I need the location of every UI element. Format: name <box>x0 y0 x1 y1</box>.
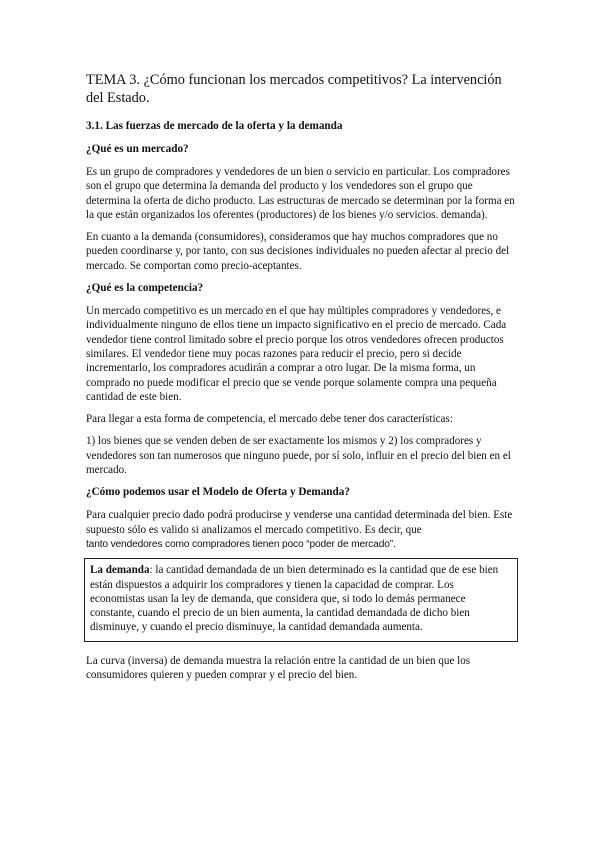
definition-text: : la cantidad demandada de un bien determinado es la cantidad que de ese bien están dispuestos a adquirir los compradores y tienen la capacidad de comprar. Los economistas usan la ley de demanda, que considera que, si todo lo demás permanece constante, cuando el precio de un bien aumenta, la cantidad demandada de dicho bien disminuye, y cuando el precio disminuye, la cantidad demandada aumenta. <box>90 564 499 634</box>
document-title: TEMA 3. ¿Cómo funcionan los mercados competitivos? La intervención del Estado. <box>86 72 502 106</box>
heading-que-es-un-mercado: ¿Qué es un mercado? <box>86 143 189 155</box>
paragraph-poder-de-mercado: tanto vendedores como compradores tienen poco “poder de mercado”. <box>86 538 396 550</box>
definition-term: La demanda <box>90 564 150 577</box>
heading-que-es-la-competencia: ¿Qué es la competencia? <box>86 282 204 295</box>
document-page <box>86 72 516 690</box>
definition-demanda <box>90 563 511 634</box>
paragraph-caracteristicas-intro: Para llegar a esta forma de competencia, el mercado debe tener dos características: <box>86 413 453 426</box>
paragraph-caracteristicas-lista: 1) los bienes que se venden deben de ser exactamente los mismos y 2) los compradores y vendedores son tan numerosos que ninguno puede, por sí solo, influir en el precio del bien en el mercado. <box>86 435 511 477</box>
definition-box-demanda <box>84 558 518 641</box>
paragraph-mercado-definicion: Es un grupo de compradores y vendedores de un bien o servicio en particular. Los compradores son el grupo que determina la demanda del producto y los vendedores son el grupo que determina la oferta de dicho producto. Las estructuras de mercado se determinan por la forma en la que están organizados los oferentes (productores) de los bienes y/o servicios. demanda). <box>86 166 515 221</box>
paragraph-demanda-consumidores: En cuanto a la demanda (consumidores), consideramos que hay muchos compradores que no pueden coordinarse y, por tanto, con sus decisiones individuales no pueden afectar al precio del mercado. Se comportan como precio-aceptantes. <box>86 231 510 272</box>
paragraph-mercado-competitivo: Un mercado competitivo es un mercado en el que hay múltiples compradores y vendedores, e individualmente ninguno de ellos tiene un impacto significativo en el precio de mercado. Cada vendedor tiene control limitado sobre el precio porque los otros vendedores ofrecen productos similares. El vendedor tiene muy pocas razones para reducir el precio, pero si decide incrementarlo, los compradores acudirán a comprar a otro lugar. De la misma forma, un comprado no puede modificar el precio que se vende porque solamente compra una pequeña cantidad de este bien. <box>86 305 507 403</box>
paragraph-curva-demanda: La curva (inversa) de demanda muestra la relación entre la cantidad de un bien que los consumidores quieren y pueden comprar y el precio del bien. <box>86 654 471 682</box>
paragraph-precio-dado-text: Para cualquier precio dado podrá producirse y venderse una cantidad determinada del bien. Este supuesto sólo es valido si analizamos el mercado competitivo. Es decir, que <box>86 509 513 536</box>
paragraph-precio-dado <box>86 508 516 552</box>
section-heading: 3.1. Las fuerzas de mercado de la oferta y la demanda <box>86 120 343 132</box>
heading-modelo-oferta-demanda: ¿Cómo podemos usar el Modelo de Oferta y Demanda? <box>86 486 350 499</box>
